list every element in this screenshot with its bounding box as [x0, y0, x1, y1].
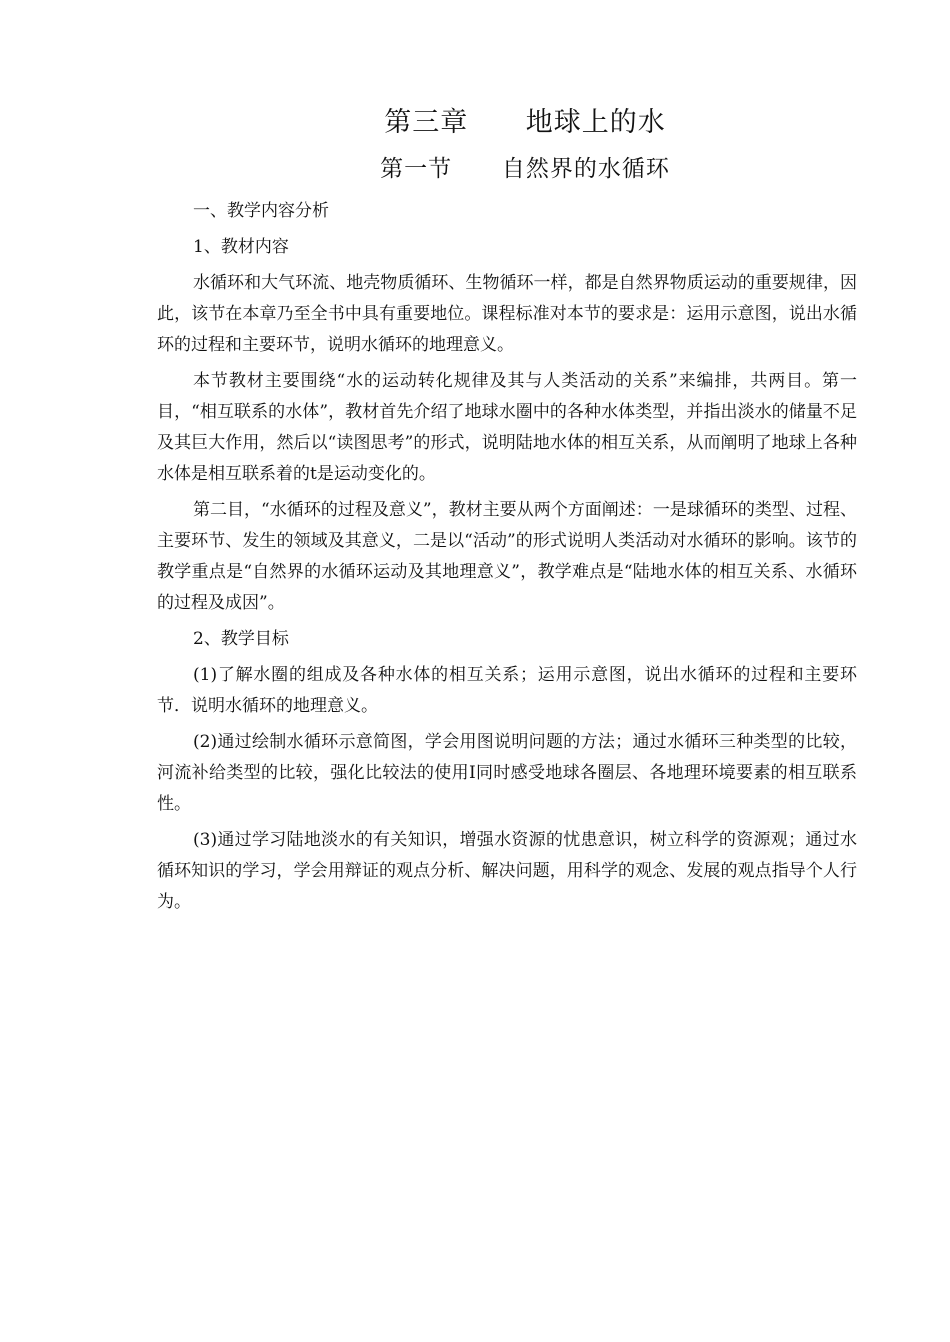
paragraph: 第二目，“水循环的过程及意义”，教材主要从两个方面阐述：一是球循环的类型、过程、主要环节、发生的领域及其意义，二是以“活动”的形式说明人类活动对水循环的影响。该节的教学重点是“自然界的水循环运动及其地理意义”，教学难点是“陆地水体的相互关系、水循环的过程及成因”。: [157, 500, 857, 613]
chapter-title: 第三章 地球上的水: [384, 107, 666, 138]
goal-item: (2)通过绘制水循环示意简图，学会用图说明问题的方法；通过水循环三种类型的比较，河流补给类型的比较，强化比较法的使用I同时感受地球各圈层、各地理环境要素的相互联系性。: [157, 732, 857, 814]
document-body: [157, 196, 857, 923]
paragraph: 水循环和大气环流、地壳物质循环、生物循环一样，都是自然界物质运动的重要规律，因此，该节在本章乃至全书中具有重要地位。课程标准对本节的要求是：运用示意图，说出水循环的过程和主要环节，说明水循环的地理意义。: [157, 273, 857, 355]
subheading-textbook-content: 1、教材内容: [193, 237, 289, 257]
goal-item: (3)通过学习陆地淡水的有关知识，增强水资源的忧患意识，树立科学的资源观；通过水循环知识的学习，学会用辩证的观点分析、解决问题，用科学的观念、发展的观点指导个人行为。: [157, 830, 857, 912]
section-heading-content-analysis: 一、教学内容分析: [193, 201, 329, 221]
section-title: 第一节 自然界的水循环: [380, 156, 670, 182]
subheading-teaching-goals: 2、教学目标: [193, 629, 289, 649]
paragraph: 本节教材主要围绕“水的运动转化规律及其与人类活动的关系”来编排，共两目。第一目，“相互联系的水体”，教材首先介绍了地球水圈中的各种水体类型，并指出淡水的储量不足及其巨大作用，然后以“读图思考”的形式，说明陆地水体的相互关系，从而阐明了地球上各种水体是相互联系着的t是运动变化的。: [157, 371, 857, 484]
goal-item: (1)了解水圈的组成及各种水体的相互关系；运用示意图，说出水循环的过程和主要环节．说明水循环的地理意义。: [157, 665, 857, 716]
